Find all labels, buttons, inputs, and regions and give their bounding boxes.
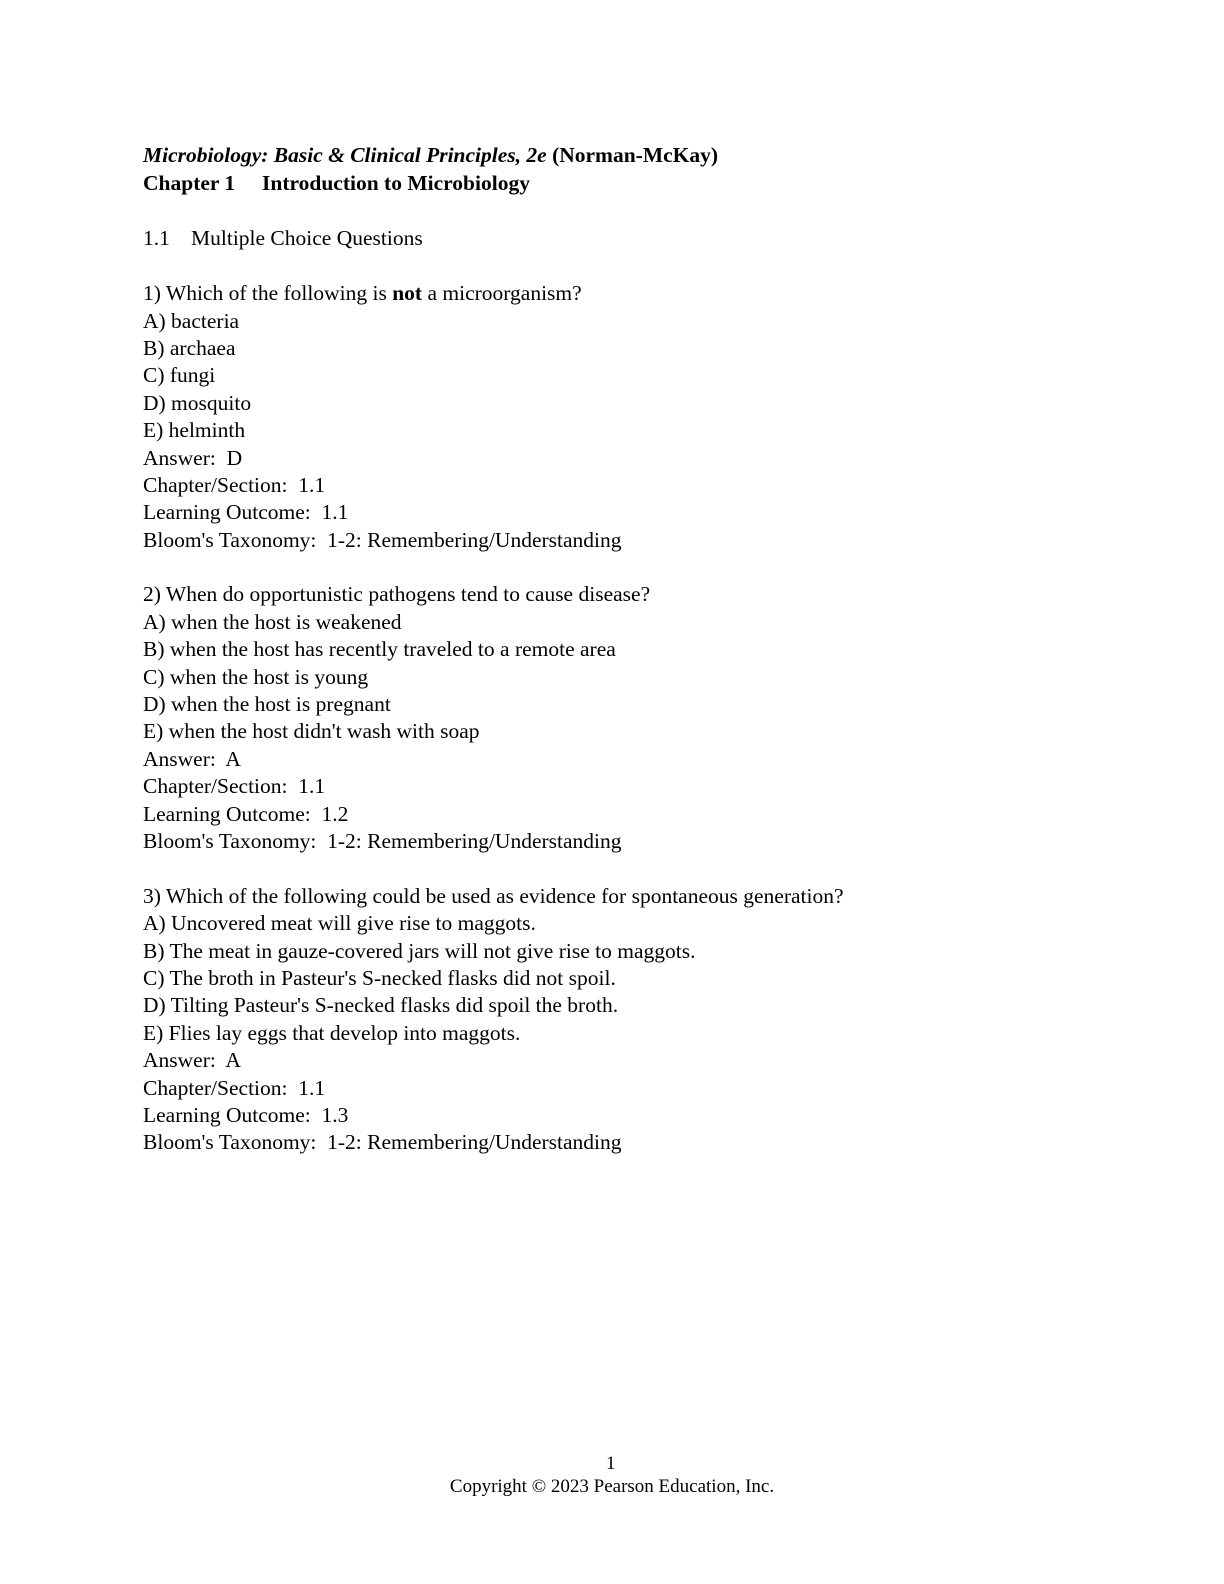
question-stem [143,883,1103,910]
blooms-taxonomy: Bloom's Taxonomy: 1-2: Remembering/Understanding [143,829,622,853]
chapter-heading [143,170,1103,198]
option-b: B) archaea [143,335,236,360]
book-header [143,142,1103,170]
option-b: B) when the host has recently traveled to a remote area [143,637,616,662]
answer: Answer: D [143,445,243,470]
chapter-title: Introduction to Microbiology [262,171,530,195]
chapter-section: Chapter/Section: 1.1 [143,774,326,799]
stem-text: 2) When do opportunistic pathogens tend to cause disease? [143,582,651,607]
question-2 [143,581,1103,855]
option-d: D) mosquito [143,390,252,415]
stem-text-suffix: a microorganism? [422,281,582,306]
question-1 [143,280,1103,554]
section-heading [143,225,1103,252]
page-number: 1 [606,1453,616,1474]
book-title: Microbiology: Basic & Clinical Principles, 2e [143,143,547,167]
option-c: C) when the host is young [143,664,369,689]
option-c: C) fungi [143,363,216,388]
chapter-section: Chapter/Section: 1.1 [143,472,326,497]
chapter-label: Chapter 1 [143,171,236,195]
copyright-notice: Copyright © 2023 Pearson Education, Inc. [449,1476,775,1497]
answer: Answer: A [143,1048,241,1073]
question-stem [143,581,1103,608]
learning-outcome: Learning Outcome: 1.1 [143,500,349,525]
stem-text: 1) Which of the following is [143,281,393,306]
stem-emphasis: not [392,281,423,306]
option-a: A) bacteria [143,308,240,333]
option-a: A) when the host is weakened [143,609,402,634]
option-c: C) The broth in Pasteur's S-necked flasks did not spoil. [143,965,616,990]
learning-outcome: Learning Outcome: 1.3 [143,1102,349,1127]
blooms-taxonomy: Bloom's Taxonomy: 1-2: Remembering/Understanding [143,527,622,552]
question-stem [143,280,1103,307]
option-b: B) The meat in gauze-covered jars will not give rise to maggots. [143,938,696,963]
section-title: Multiple Choice Questions [191,226,423,251]
answer: Answer: A [143,746,241,771]
option-a: A) Uncovered meat will give rise to maggots. [143,911,536,936]
blooms-taxonomy: Bloom's Taxonomy: 1-2: Remembering/Understanding [143,1130,622,1155]
learning-outcome: Learning Outcome: 1.2 [143,801,349,826]
option-d: D) Tilting Pasteur's S-necked flasks did spoil the broth. [143,993,619,1018]
option-e: E) helminth [143,418,246,443]
book-authors: (Norman-McKay) [552,143,719,167]
option-d: D) when the host is pregnant [143,692,391,717]
question-3 [143,883,1103,1157]
stem-text: 3) Which of the following could be used as evidence for spontaneous generation? [143,883,844,908]
section-number: 1.1 [143,226,170,251]
document-content [143,142,1103,1157]
option-e: E) Flies lay eggs that develop into maggots. [143,1020,521,1045]
option-e: E) when the host didn't wash with soap [143,719,480,744]
chapter-section: Chapter/Section: 1.1 [143,1075,326,1100]
